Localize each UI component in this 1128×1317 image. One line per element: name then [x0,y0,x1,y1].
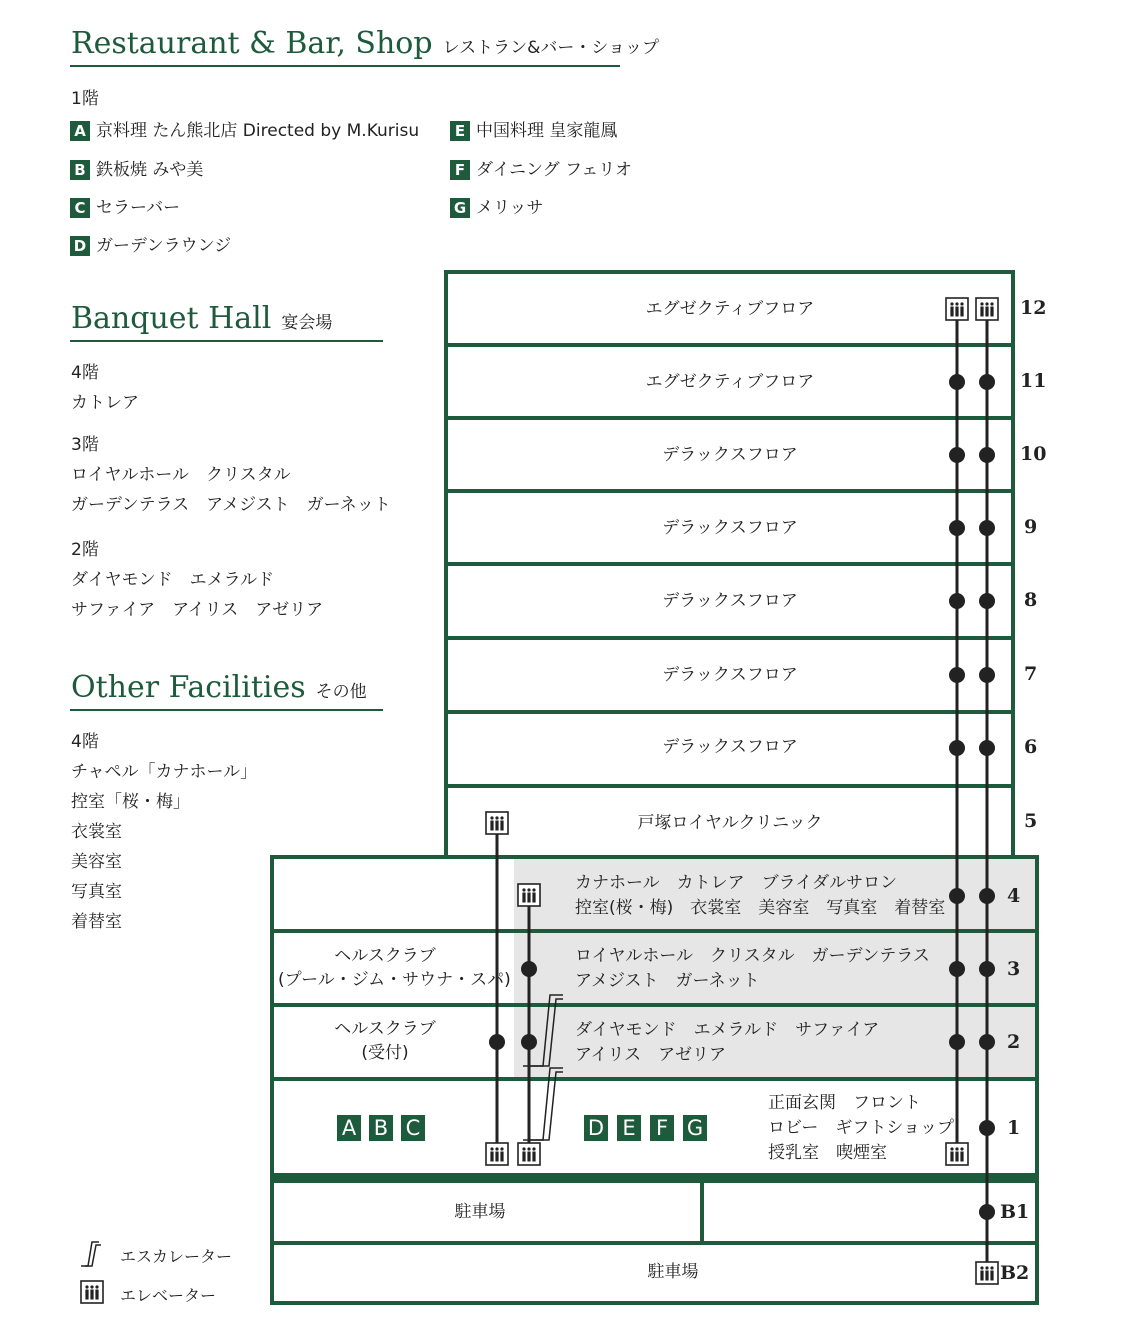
restaurant-item: C セラーバー [70,198,180,218]
floor-number: 7 [1024,663,1038,685]
floor-number: B1 [1000,1201,1030,1223]
floor-2-healthclub: ヘルスクラブ [334,1019,436,1039]
elevator-icon [518,1143,540,1165]
floor-1-badge-a: A [337,1115,361,1141]
legend-escalator: エスカレーター [120,1247,233,1266]
other-line: 写真室 [71,882,122,902]
banquet-line: 2階 [71,540,99,560]
floor-number: 4 [1007,885,1021,907]
floor-3-facilities-1: ロイヤルホール クリスタル ガーデンテラス [575,946,930,966]
banquet-line: カトレア [71,393,139,413]
floor-number: 12 [1020,297,1047,319]
elevator-icon [486,812,508,834]
floor-number: 2 [1007,1031,1021,1053]
elevator-icon [518,884,540,906]
other-line: 着替室 [71,912,122,932]
floor-2-healthclub-detail: (受付) [361,1043,409,1063]
elevator-icon [486,1143,508,1165]
restaurant-item: G メリッサ [450,198,543,218]
floor-10-label: デラックスフロア [662,445,798,465]
floor-1-badge-e: E [617,1115,641,1141]
floor-12-label: エグゼクティブフロア [645,299,815,319]
floor-2-facilities-2: アイリス アゼリア [575,1045,726,1065]
banquet-line: 4階 [71,363,99,383]
restaurant-item: F ダイニング フェリオ [450,160,632,180]
floor-1-badge-g: G [683,1115,707,1141]
other-title-jp: その他 [315,682,367,702]
floor-number: B2 [1000,1262,1030,1284]
elevator-icon [976,298,998,320]
floor-9-label: デラックスフロア [662,518,798,538]
other-title-en: Other Facilities [71,670,306,705]
restaurant-title-en: Restaurant & Bar, Shop [71,26,433,61]
elevator-icon [946,298,968,320]
floor-1-badge-b: B [369,1115,393,1141]
floor-5-label: 戸塚ロイヤルクリニック [637,813,823,833]
floor-1-badge-d: D [584,1115,608,1141]
floor-number: 1 [1007,1117,1021,1139]
floor-number: 11 [1020,370,1047,392]
floor-number: 10 [1020,443,1047,465]
floor-4-facilities-1: カナホール カトレア ブライダルサロン [575,873,898,893]
banquet-line: 3階 [71,435,99,455]
other-line: 美容室 [71,852,122,872]
floor-number: 8 [1024,589,1038,611]
floor-number: 9 [1024,516,1038,538]
elevator-icon [81,1281,103,1303]
floor-3-facilities-2: アメジスト ガーネット [575,971,760,991]
banquet-line: サファイア アイリス アゼリア [71,600,324,620]
other-line: 4階 [71,732,99,752]
banquet-title-jp: 宴会場 [281,313,333,333]
floor-1-facilities-3: 授乳室 喫煙室 [768,1143,887,1163]
banquet-line: ロイヤルホール クリスタル [71,465,291,485]
floor-2-facilities-1: ダイヤモンド エメラルド サファイア [575,1020,880,1040]
restaurant-item: B 鉄板焼 みや美 [70,160,203,180]
restaurant-item: D ガーデンラウンジ [70,236,231,256]
floor-6-label: デラックスフロア [662,737,798,757]
restaurant-title-jp: レストラン&バー・ショップ [442,38,659,58]
restaurant-floor: 1階 [71,89,99,109]
banquet-line: ダイヤモンド エメラルド [71,570,275,590]
floor-1-facilities-1: 正面玄関 フロント [768,1093,921,1113]
elevator-icon [946,1143,968,1165]
floor-4-facilities-2: 控室(桜・梅) 衣裳室 美容室 写真室 着替室 [575,898,946,918]
ground-slab [272,1173,1037,1183]
floor-number: 5 [1024,810,1038,832]
floor-8-label: デラックスフロア [662,591,798,611]
floor-1-facilities-2: ロビー ギフトショップ [768,1118,954,1138]
floor-11-label: エグゼクティブフロア [645,372,815,392]
restaurant-item: A 京料理 たん熊北店 Directed by M.Kurisu [70,121,419,141]
floor-7-label: デラックスフロア [662,665,798,685]
floor-3-healthclub: ヘルスクラブ [334,946,436,966]
floor-1-badge-f: F [650,1115,674,1141]
floor-number: 3 [1007,958,1021,980]
floor-b2-parking: 駐車場 [647,1262,699,1282]
floor-b1-parking: 駐車場 [454,1202,506,1222]
floor-1-badge-c: C [401,1115,425,1141]
floor-3-healthclub-detail: (プール・ジム・サウナ・スパ) [278,970,511,990]
restaurant-item: E 中国料理 皇家龍鳳 [450,121,617,141]
legend-elevator: エレベーター [120,1286,217,1305]
escalator-icon [81,1242,101,1266]
other-line: チャペル「カナホール」 [71,762,258,782]
banquet-title-en: Banquet Hall [71,301,272,336]
other-line: 控室「桜・梅」 [71,792,190,812]
floor-number: 6 [1024,736,1038,758]
banquet-line: ガーデンテラス アメジスト ガーネット [71,495,391,515]
other-line: 衣裳室 [71,822,122,842]
elevator-icon [976,1262,998,1284]
